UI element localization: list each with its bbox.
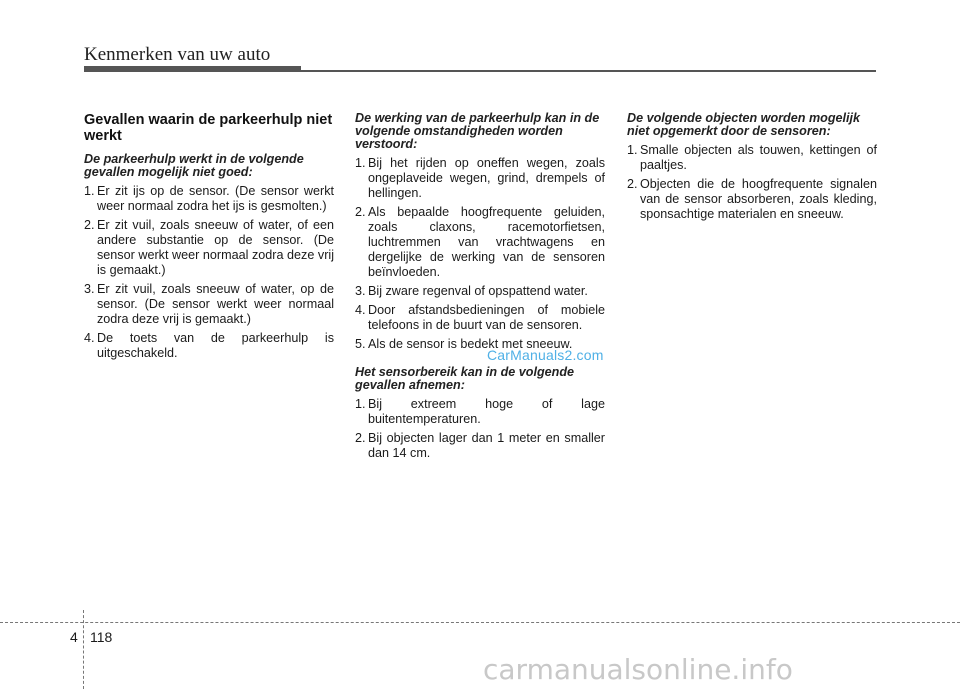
subheading: Het sensorbereik kan in de volgende gevallen afnemen: <box>355 365 575 392</box>
list-item-text: Bij objecten lager dan 1 meter en smaller dan 14 cm. <box>368 431 605 460</box>
page-header-title: Kenmerken van uw auto <box>84 44 271 65</box>
list-item-text: Bij extreem hoge of lage buitentemperaturen. <box>368 397 605 426</box>
list-item: 2. Bij objecten lager dan 1 meter en smaller dan 14 cm. <box>355 431 605 460</box>
list-item: 4. De toets van de parkeerhulp is uitgeschakeld. <box>84 331 334 360</box>
list-item-text: Als bepaalde hoogfrequente geluiden, zoals claxons, racemotorfietsen, luchtremmen van vrachtwagens en dergelijke de werking van de sensoren beïnvloeden. <box>368 205 605 279</box>
list-item: 1. Smalle objecten als touwen, kettingen of paaltjes. <box>627 143 877 172</box>
footer-rule <box>0 622 960 623</box>
list-item: 1. Bij het rijden op oneffen wegen, zoals ongeplaveide wegen, grind, drempels of hellingen. <box>355 156 605 200</box>
column-1 <box>84 112 334 375</box>
list-item: 2. Als bepaalde hoogfrequente geluiden, zoals claxons, racemotorfietsen, luchtremmen van vrachtwagens en dergelijke de werking van de sensoren beïnvloeden. <box>355 205 605 279</box>
list-item: 1. Bij extreem hoge of lage buitentemperaturen. <box>355 397 605 426</box>
list-item-text: Smalle objecten als touwen, kettingen of paaltjes. <box>640 143 877 172</box>
list-item: 5. Als de sensor is bedekt met sneeuw. <box>355 337 573 351</box>
watermark-carmanualsonline: carmanualsonline.info <box>483 653 793 686</box>
watermark-carmanuals2: CarManuals2.com <box>487 347 604 363</box>
list-item-text: Objecten die de hoogfrequente signalen van de sensor absorberen, zoals kleding, sponsachtige materialen en sneeuw. <box>640 177 877 221</box>
list-item: 2. Objecten die de hoogfrequente signalen van de sensor absorberen, zoals kleding, sponsachtige materialen en sneeuw. <box>627 177 877 221</box>
list-item: 3. Bij zware regenval of opspattend water. <box>355 284 588 298</box>
list-item-text: De toets van de parkeerhulp is uitgeschakeld. <box>97 331 334 360</box>
list-item: 4. Door afstandsbedieningen of mobiele telefoons in de buurt van de sensoren. <box>355 303 605 332</box>
subheading: De parkeerhulp werkt in de volgende gevallen mogelijk niet goed: <box>84 152 304 179</box>
header-rule <box>84 70 876 72</box>
numbered-list <box>355 156 605 352</box>
content-block <box>355 366 605 461</box>
page-number: 118 <box>90 629 113 645</box>
list-item-text: Er zit ijs op de sensor. (De sensor werkt weer normaal zodra het ijs is gesmolten.) <box>97 184 334 213</box>
numbered-list <box>84 184 334 361</box>
subheading: De werking van de parkeerhulp kan in de volgende omstandigheden worden verstoord: <box>355 111 600 151</box>
numbered-list <box>355 397 605 461</box>
list-item-text: Als de sensor is bedekt met sneeuw. <box>368 337 573 351</box>
footer-divider <box>83 610 84 689</box>
list-item-text: Door afstandsbedieningen of mobiele telefoons in de buurt van de sensoren. <box>368 303 605 332</box>
content-block <box>355 112 605 352</box>
section-heading: Gevallen waarin de parkeerhulp niet werkt <box>84 112 333 144</box>
list-item: 2. Er zit vuil, zoals sneeuw of water, of een andere substantie op de sensor. (De sensor werkt weer normaal zodra deze vrij is gemaakt.) <box>84 218 334 277</box>
list-item-text: Er zit vuil, zoals sneeuw of water, op de sensor. (De sensor werkt weer normaal zodra deze vrij is gemaakt.) <box>97 282 334 326</box>
chapter-number: 4 <box>70 629 78 645</box>
content-block <box>627 112 877 222</box>
column-3 <box>627 112 877 236</box>
list-item-text: Bij het rijden op oneffen wegen, zoals ongeplaveide wegen, grind, drempels of hellingen. <box>368 156 605 200</box>
content-block <box>84 153 334 361</box>
list-item-text: Er zit vuil, zoals sneeuw of water, of een andere substantie op de sensor. (De sensor werkt weer normaal zodra deze vrij is gemaakt.) <box>97 218 334 277</box>
subheading: De volgende objecten worden mogelijk niet opgemerkt door de sensoren: <box>627 111 861 138</box>
list-item: 1. Er zit ijs op de sensor. (De sensor werkt weer normaal zodra het ijs is gesmolten.) <box>84 184 334 213</box>
numbered-list <box>627 143 877 222</box>
list-item: 3. Er zit vuil, zoals sneeuw of water, op de sensor. (De sensor werkt weer normaal zodra deze vrij is gemaakt.) <box>84 282 334 326</box>
column-2 <box>355 112 605 475</box>
list-item-text: Bij zware regenval of opspattend water. <box>368 284 588 298</box>
